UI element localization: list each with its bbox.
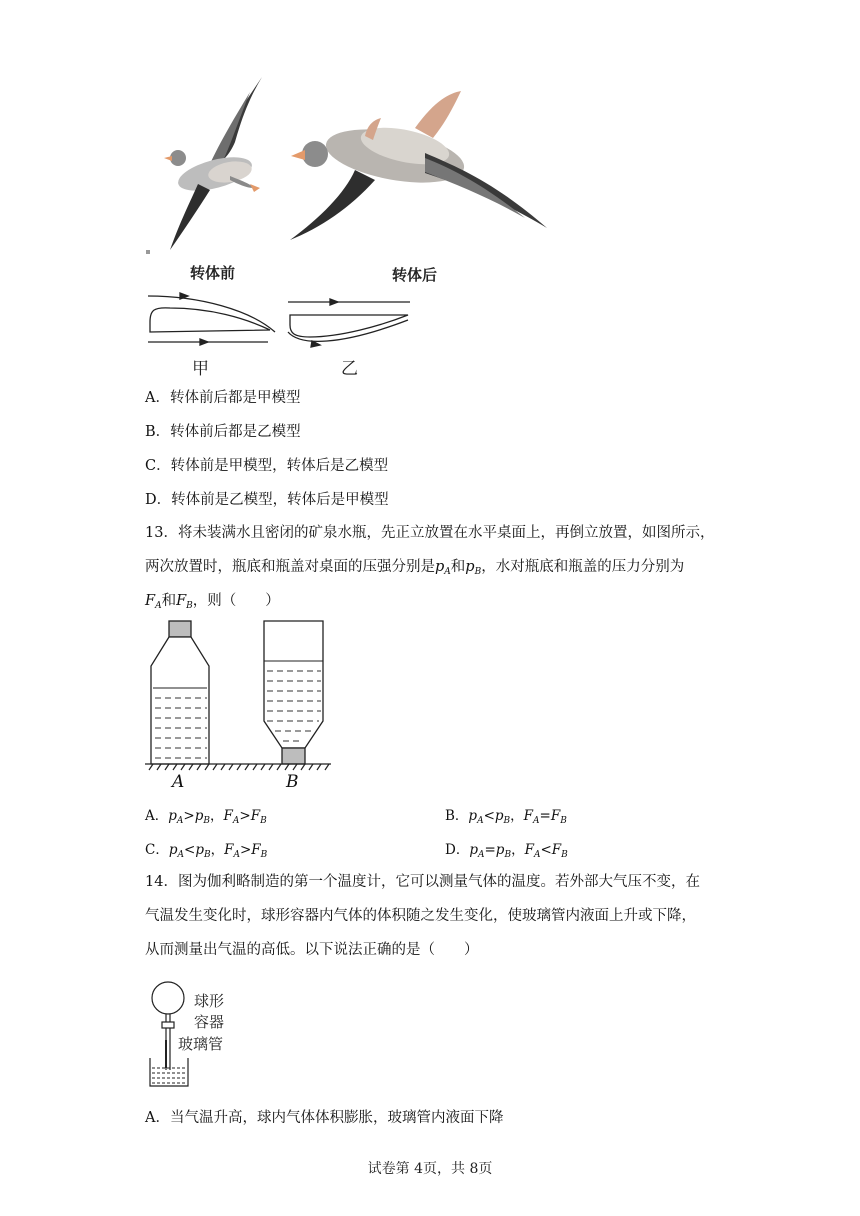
q14-line1: 14．图为伽利略制造的第一个温度计，它可以测量气体的温度。若外部大气压不变，在 [145, 874, 700, 890]
label-model-yi: 乙 [341, 359, 358, 379]
label-model-jia: 甲 [192, 359, 209, 379]
label-before-turn: 转体前 [190, 264, 236, 282]
label-glass-tube: 玻璃管 [178, 1035, 224, 1053]
goose-after-image [285, 88, 555, 248]
page-footer: 试卷第 4页，共 8页 [367, 1161, 493, 1177]
label-ball: 球形 [194, 992, 225, 1010]
q12-option-a: A．转体前后都是甲模型 [145, 390, 301, 406]
bottle-label-b: B [286, 772, 299, 792]
q13-and-1: 和 [450, 559, 466, 575]
q14-line3: 从而测量出气温的高低。以下说法正确的是（ ） [145, 942, 479, 958]
bottle-label-a: A [172, 772, 185, 792]
q12-option-d: D．转体前是乙模型，转体后是甲模型 [145, 492, 389, 508]
q14-line2: 气温发生变化时，球形容器内气体的体积随之发生变化，使玻璃管内液面上升或下降， [145, 908, 696, 924]
q13-option-a: A．$p_A>p_B$，$F_A>F_B$ [145, 808, 267, 826]
label-container: 容器 [194, 1013, 225, 1031]
bottles-figure [143, 616, 333, 776]
q12-option-b: B．转体前后都是乙模型 [145, 424, 301, 440]
q13-option-b: B．$p_A<p_B$，$F_A=F_B$ [445, 808, 567, 826]
label-after-turn: 转体后 [392, 266, 438, 284]
q13-line1: 13．将未装满水且密闭的矿泉水瓶，先正立放置在水平桌面上，再倒立放置，如图所示， [145, 525, 715, 541]
airfoil-jia [148, 293, 275, 345]
airfoil-models-diagram [140, 290, 430, 350]
tabletop [145, 764, 331, 770]
bottle-a-upright [151, 621, 209, 764]
bottle-b-inverted [264, 621, 323, 764]
q13-line3-suffix: ，则（ ） [192, 593, 280, 609]
q13-line2-suffix: ，水对瓶底和瓶盖的压力分别为 [481, 559, 685, 575]
airfoil-yi [288, 299, 410, 347]
q13-option-d: D．$p_A=p_B$，$F_A<F_B$ [445, 842, 568, 860]
q13-line2-prefix: 两次放置时，瓶底和瓶盖对桌面的压强分别是 [145, 559, 435, 575]
q13-and-2: 和 [161, 593, 177, 609]
q13-option-c: C．$p_A<p_B$，$F_A>F_B$ [145, 842, 268, 860]
q14-option-a: A．当气温升高，球内气体体积膨胀，玻璃管内液面下降 [145, 1110, 504, 1126]
q13-line3: $F_A$和$F_B$，则（ ） [145, 593, 280, 611]
q12-option-c: C．转体前是甲模型，转体后是乙模型 [145, 458, 389, 474]
goose-before-image [150, 72, 270, 257]
q13-line2: 两次放置时，瓶底和瓶盖对桌面的压强分别是$p_A$和$p_B$，水对瓶底和瓶盖的压力分别为 [145, 559, 685, 577]
image-dot [146, 250, 150, 254]
